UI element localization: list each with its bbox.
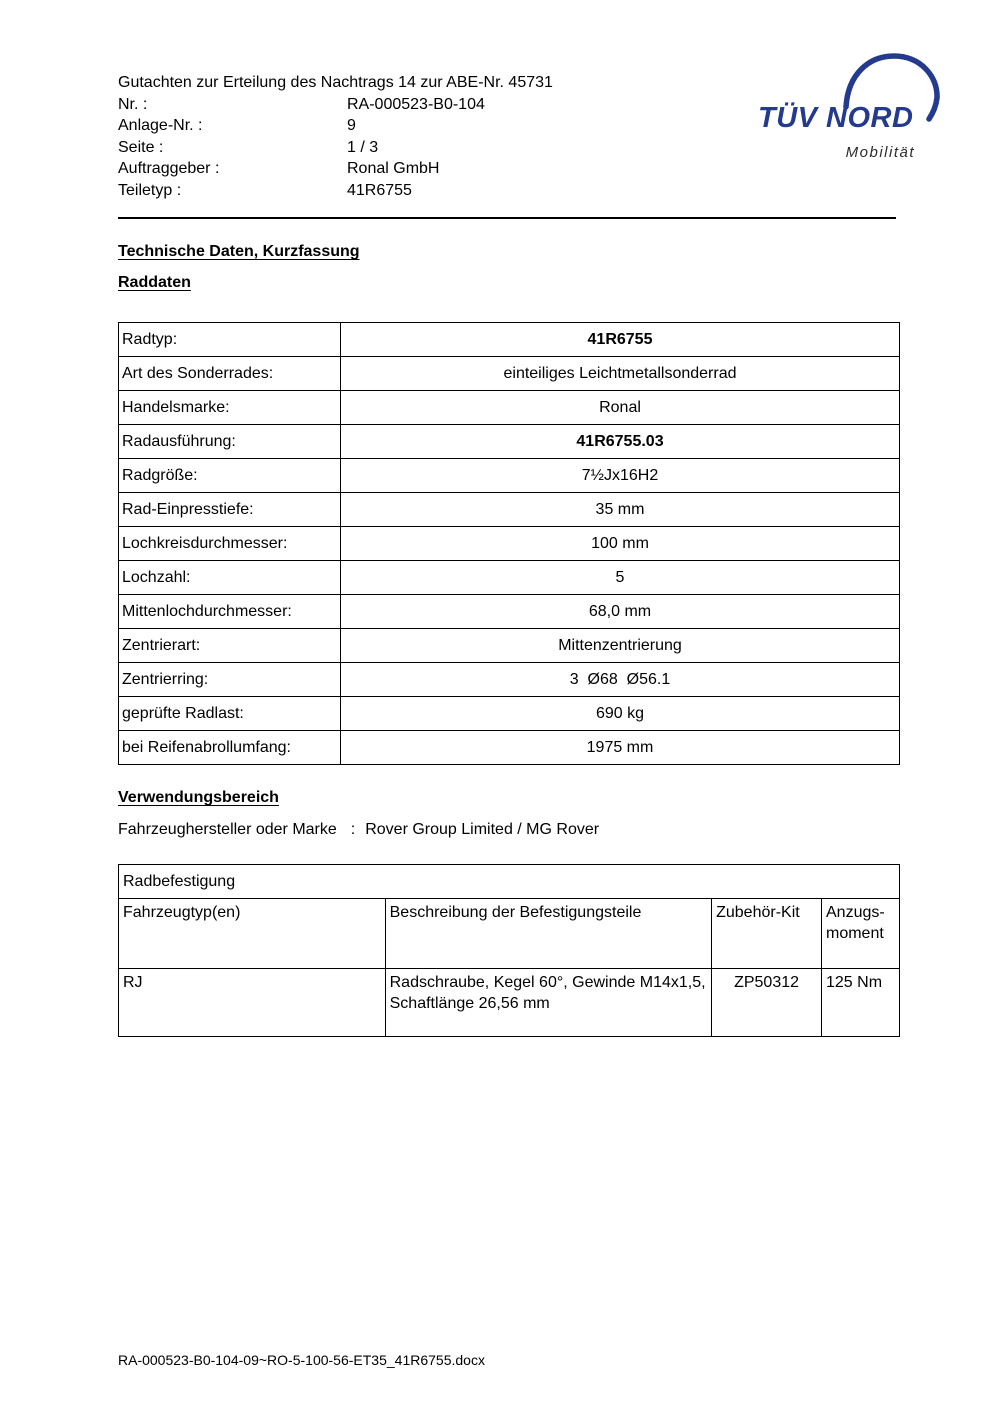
raddaten-value-cell: 100 mm: [341, 527, 900, 561]
section-heading-verwendungsbereich: Verwendungsbereich: [118, 789, 279, 806]
raddaten-value-cell: 5: [341, 561, 900, 595]
footer-filename: RA-000523-B0-104-09~RO-5-100-56-ET35_41R6755.docx: [118, 1352, 485, 1368]
table-row: [119, 527, 900, 561]
raddaten-label-cell: Zentrierring:: [119, 663, 341, 697]
raddaten-label-cell: Radgröße:: [119, 459, 341, 493]
table-row: [119, 595, 900, 629]
hersteller-label: Fahrzeughersteller oder Marke: [118, 821, 337, 838]
logo-brand-text: TÜV NORD: [758, 102, 914, 134]
raddaten-value-cell: 41R6755: [341, 323, 900, 357]
field-value: Ronal GmbH: [347, 160, 440, 177]
raddaten-label-cell: Mittenlochdurchmesser:: [119, 595, 341, 629]
radbefestigung-title-cell: Radbefestigung: [119, 865, 900, 899]
raddaten-value-cell: 690 kg: [341, 697, 900, 731]
raddaten-label-cell: Rad-Einpresstiefe:: [119, 493, 341, 527]
document-content: [118, 0, 900, 1037]
cell-fahrzeugtyp: RJ: [119, 969, 386, 1037]
cell-zubehoer-kit: ZP50312: [712, 969, 822, 1037]
table-row: [119, 391, 900, 425]
header-field-anlage-nr: [118, 115, 900, 137]
header-cell-beschreibung: Beschreibung der Befestigungsteile: [385, 899, 711, 969]
raddaten-value-cell: einteiliges Leichtmetallsonderrad: [341, 357, 900, 391]
table-row: [119, 425, 900, 459]
cell-beschreibung: Radschraube, Kegel 60°, Gewinde M14x1,5, Schaftlänge 26,56 mm: [385, 969, 711, 1037]
field-label: Teiletyp :: [118, 181, 182, 199]
field-label: Seite :: [118, 138, 164, 156]
hersteller-value: Rover Group Limited / MG Rover: [365, 821, 600, 838]
raddaten-value-cell: 68,0 mm: [341, 595, 900, 629]
field-value: 41R6755: [347, 181, 412, 199]
field-label: Auftraggeber :: [118, 160, 220, 177]
raddaten-label-cell: Art des Sonderrades:: [119, 357, 341, 391]
raddaten-value-cell: 7½Jx16H2: [341, 459, 900, 493]
hersteller-line: [118, 819, 900, 840]
cell-anzugsmoment: 125 Nm: [822, 969, 900, 1037]
table-row: [119, 357, 900, 391]
hersteller-colon: :: [350, 821, 356, 838]
header-cell-anzugsmoment: Anzugs-moment: [822, 899, 900, 969]
raddaten-value-cell: 41R6755.03: [341, 425, 900, 459]
raddaten-label-cell: Radtyp:: [119, 323, 341, 357]
header-cell-fahrzeugtyp: Fahrzeugtyp(en): [119, 899, 386, 969]
document-header: [118, 0, 900, 201]
raddaten-value-cell: 35 mm: [341, 493, 900, 527]
table-row: [119, 493, 900, 527]
field-value: RA-000523-B0-104: [347, 95, 485, 113]
raddaten-table: [118, 322, 900, 765]
raddaten-label-cell: Lochzahl:: [119, 561, 341, 595]
raddaten-value-cell: 3 Ø68 Ø56.1: [341, 663, 900, 697]
field-label: Anlage-Nr. :: [118, 117, 203, 134]
raddaten-value-cell: 1975 mm: [341, 731, 900, 765]
field-value: 1 / 3: [347, 138, 379, 156]
raddaten-value-cell: Ronal: [341, 391, 900, 425]
header-field-seite: [118, 137, 900, 159]
table-row: [119, 865, 900, 899]
table-row: [119, 323, 900, 357]
table-row: [119, 969, 900, 1037]
section-heading-raddaten: Raddaten: [118, 274, 191, 291]
table-row: [119, 731, 900, 765]
header-field-teiletyp: [118, 180, 900, 202]
table-row: [119, 561, 900, 595]
report-title: Gutachten zur Erteilung des Nachtrags 14 zur ABE-Nr. 45731: [118, 74, 553, 91]
field-label: Nr. :: [118, 95, 148, 113]
radbefestigung-table: [118, 864, 900, 1037]
raddaten-label-cell: Radausführung:: [119, 425, 341, 459]
table-row: [119, 663, 900, 697]
raddaten-label-cell: Handelsmarke:: [119, 391, 341, 425]
header-cell-zubehoer-kit: Zubehör-Kit: [712, 899, 822, 969]
table-row: [119, 459, 900, 493]
raddaten-label-cell: geprüfte Radlast:: [119, 697, 341, 731]
raddaten-value-cell: Mittenzentrierung: [341, 629, 900, 663]
header-field-nr: [118, 94, 900, 116]
raddaten-label-cell: Zentrierart:: [119, 629, 341, 663]
section-heading-technische-daten: Technische Daten, Kurzfassung: [118, 243, 360, 260]
header-field-auftraggeber: [118, 158, 900, 180]
logo-tagline-text: Mobilität: [845, 144, 915, 161]
raddaten-label-cell: Lochkreisdurchmesser:: [119, 527, 341, 561]
raddaten-label-cell: bei Reifenabrollumfang:: [119, 731, 341, 765]
table-row: [119, 629, 900, 663]
field-value: 9: [347, 117, 356, 134]
table-header-row: [119, 899, 900, 969]
header-divider: [118, 217, 896, 219]
table-row: [119, 697, 900, 731]
